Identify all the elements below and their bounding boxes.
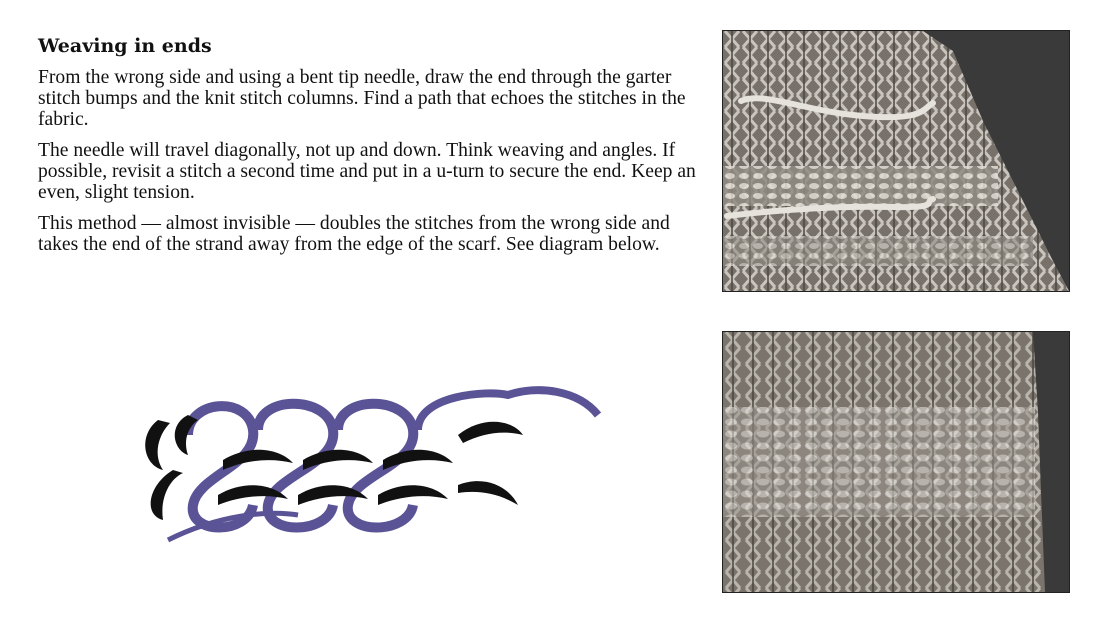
paragraph-1: From the wrong side and using a bent tip needle, draw the end through the garter stitch bumps and the knit stitch columns. Find a path that echoes the stitches in the fabric. [38,67,686,130]
paragraph-2: The needle will travel diagonally, not up and down. Think weaving and angles. If possible, revisit a stitch a second time and put in a u-turn to secure the end. Keep an even, slight tension. [38,140,696,203]
paragraph-3: This method — almost invisible — doubles the stitches from the wrong side and takes the end of the strand away from the edge of the scarf. See diagram below. [38,213,670,255]
weaving-path-diagram [128,375,608,550]
section-heading: Weaving in ends [38,35,212,57]
photo-yarn-ends-before [722,30,1070,292]
knit-fabric-finished-image [723,332,1069,592]
photo-woven-ends-after [722,331,1070,593]
knit-fabric-image [723,31,1069,291]
article-text [38,33,706,265]
diagram-drawing [128,375,608,550]
